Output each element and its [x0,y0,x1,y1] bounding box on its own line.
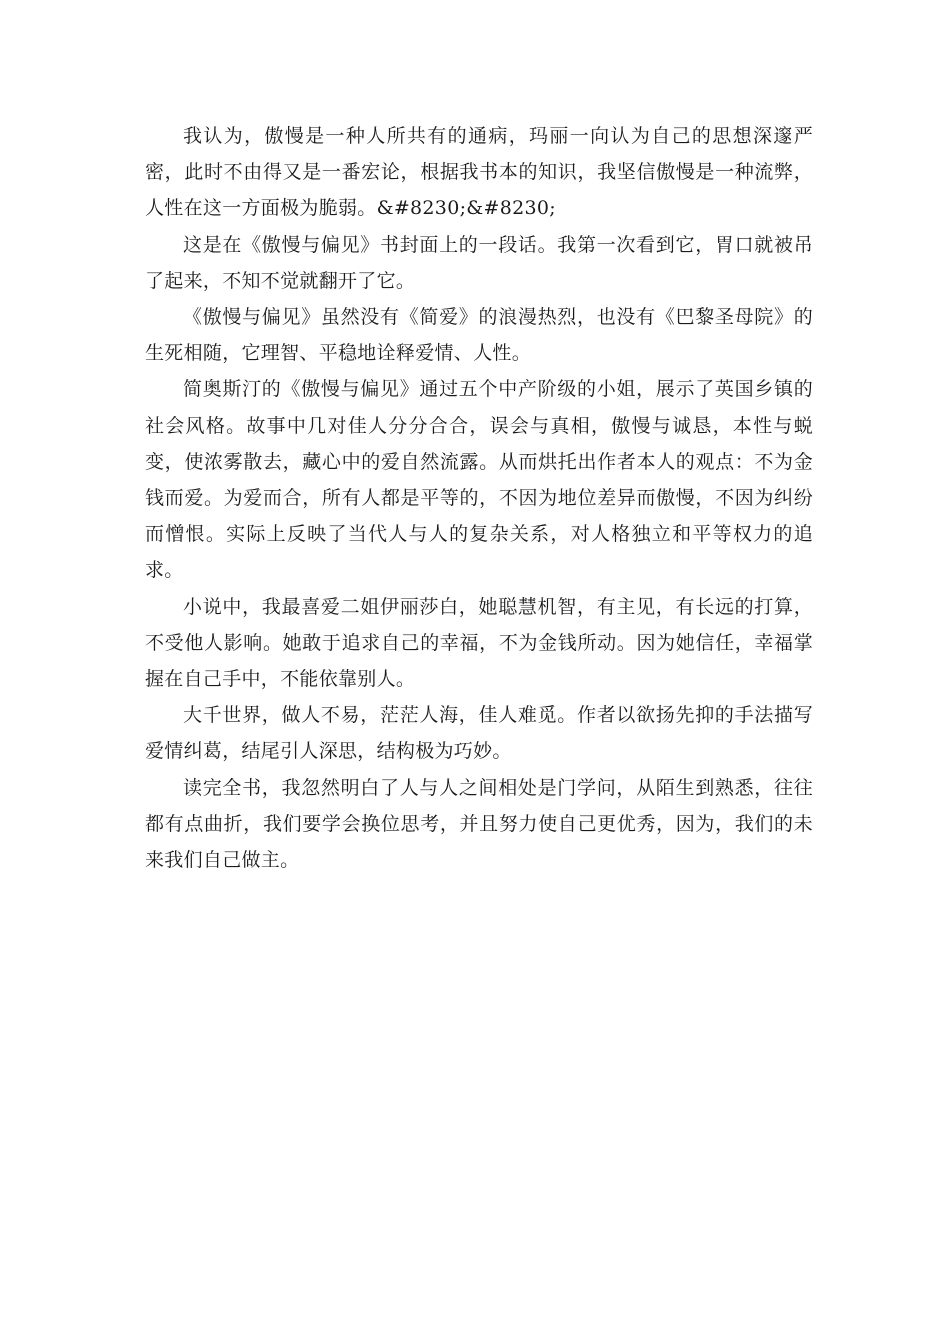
paragraph-2: 这是在《傲慢与偏见》书封面上的一段话。我第一次看到它，胃口就被吊了起来，不知不觉就翻开了它。 [145,233,813,292]
paragraph-7: 读完全书，我忽然明白了人与人之间相处是门学问，从陌生到熟悉，往往都有点曲折，我们要学会换位思考，并且努力使自己更优秀，因为，我们的未来我们自己做主。 [145,776,813,872]
document-body [145,118,813,878]
paragraph-6: 大千世界，做人不易，茫茫人海，佳人难觅。作者以欲扬先抑的手法描写爱情纠葛，结尾引人深思，结构极为巧妙。 [145,704,813,763]
paragraph-3: 《傲慢与偏见》虽然没有《简爱》的浪漫热烈，也没有《巴黎圣母院》的生死相随，它理智、平稳地诠释爱情、人性。 [145,306,813,365]
paragraph-1: 我认为，傲慢是一种人所共有的通病，玛丽一向认为自己的思想深邃严密，此时不由得又是一番宏论，根据我书本的知识，我坚信傲慢是一种流弊，人性在这一方面极为脆弱。&#8230;&#8230; [145,125,813,220]
paragraph-5: 小说中，我最喜爱二姐伊丽莎白，她聪慧机智，有主见，有长远的打算，不受他人影响。她敢于追求自己的幸福，不为金钱所动。因为她信任，幸福掌握在自己手中，不能依靠别人。 [145,595,813,691]
paragraph-4: 简奥斯汀的《傲慢与偏见》通过五个中产阶级的小姐，展示了英国乡镇的社会风格。故事中几对佳人分分合合，误会与真相，傲慢与诚恳，本性与蜕变，使浓雾散去，藏心中的爱自然流露。从而烘托出作者本人的观点：不为金钱而爱。为爱而合，所有人都是平等的，不因为地位差异而傲慢，不因为纠纷而憎恨。实际上反映了当代人与人的复杂关系，对人格独立和平等权力的追求。 [145,378,813,582]
